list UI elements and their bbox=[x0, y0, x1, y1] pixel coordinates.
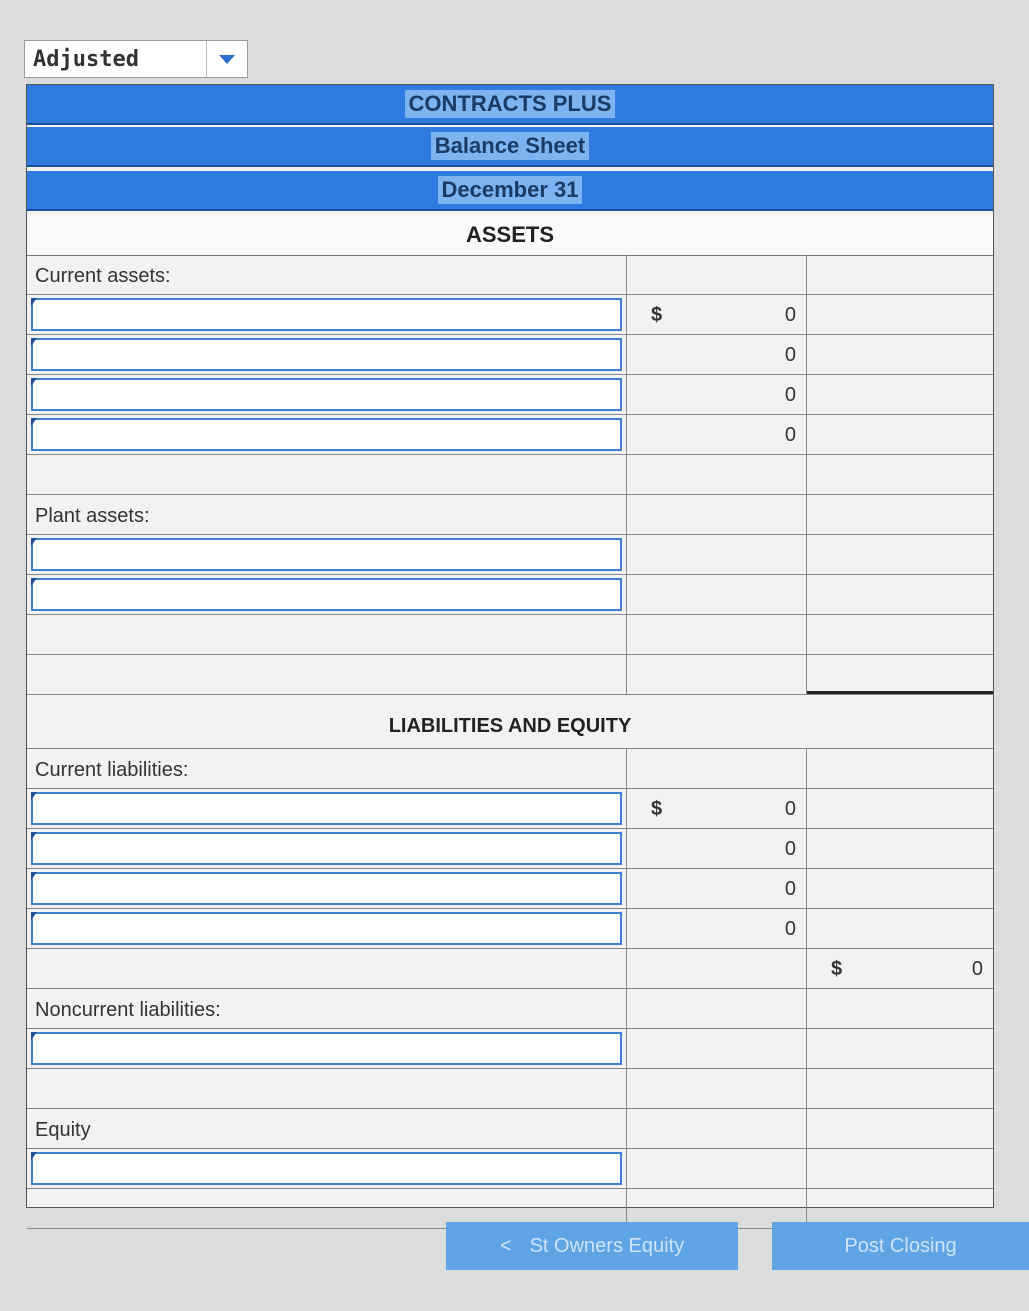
current-asset-amount-4[interactable]: 0 bbox=[784, 424, 796, 446]
plant-assets-subtotal-cell[interactable] bbox=[627, 615, 807, 654]
current-liability-account-input-1[interactable] bbox=[31, 792, 622, 825]
current-assets-total-cell[interactable] bbox=[807, 455, 993, 494]
equity-account-row-1 bbox=[27, 1149, 993, 1189]
noncurrent-liability-amount-1[interactable] bbox=[807, 1029, 993, 1068]
current-liability-amount-4[interactable]: 0 bbox=[784, 918, 796, 940]
next-button-label: Post Closing bbox=[844, 1234, 957, 1257]
plant-assets-row bbox=[27, 495, 993, 535]
current-assets-total-row bbox=[27, 455, 993, 495]
current-liabilities-row bbox=[27, 749, 993, 789]
dollar-sign: $ bbox=[651, 304, 663, 326]
current-assets-label: Current assets: bbox=[35, 265, 171, 287]
current-liability-row-1 bbox=[27, 789, 993, 829]
current-assets-row bbox=[27, 255, 993, 295]
noncurrent-liabilities-label: Noncurrent liabilities: bbox=[35, 999, 221, 1021]
current-asset-account-input-3[interactable] bbox=[31, 378, 622, 411]
noncurrent-liability-row-1 bbox=[27, 1029, 993, 1069]
plant-asset-amount-1[interactable] bbox=[627, 535, 807, 574]
plant-asset-amount-2[interactable] bbox=[627, 575, 807, 614]
current-liability-account-input-4[interactable] bbox=[31, 912, 622, 945]
total-dollar-sign: $ bbox=[831, 958, 843, 980]
dollar-sign: $ bbox=[651, 798, 663, 820]
total-assets-row bbox=[27, 655, 993, 695]
current-liability-row-2 bbox=[27, 829, 993, 869]
noncurrent-liabilities-row bbox=[27, 989, 993, 1029]
current-asset-row-4 bbox=[27, 415, 993, 455]
statement-type-dropdown[interactable] bbox=[24, 40, 248, 78]
statement-date: December 31 bbox=[438, 176, 583, 204]
liabilities-equity-heading: LIABILITIES AND EQUITY bbox=[27, 705, 993, 749]
plant-assets-subtotal-row bbox=[27, 615, 993, 655]
total-liabilities-row bbox=[27, 1069, 993, 1109]
noncurrent-liability-account-input-1[interactable] bbox=[31, 1032, 622, 1065]
plant-asset-account-input-1[interactable] bbox=[31, 538, 622, 571]
current-asset-row-2 bbox=[27, 335, 993, 375]
current-liability-row-3 bbox=[27, 869, 993, 909]
balance-sheet bbox=[26, 84, 994, 1208]
current-liabilities-total-row bbox=[27, 949, 993, 989]
current-asset-amount-2[interactable]: 0 bbox=[784, 344, 796, 366]
current-asset-account-input-2[interactable] bbox=[31, 338, 622, 371]
prev-st-owners-equity-button[interactable] bbox=[446, 1222, 738, 1270]
company-name: CONTRACTS PLUS bbox=[405, 90, 616, 118]
current-liability-account-input-2[interactable] bbox=[31, 832, 622, 865]
current-liability-account-input-3[interactable] bbox=[31, 872, 622, 905]
chevron-down-icon[interactable] bbox=[206, 41, 247, 77]
chevron-left-icon: < bbox=[499, 1234, 512, 1257]
company-header bbox=[27, 85, 993, 125]
plant-assets-label: Plant assets: bbox=[35, 505, 150, 527]
assets-heading: ASSETS bbox=[27, 215, 993, 256]
current-liability-amount-1[interactable]: 0 bbox=[784, 798, 796, 820]
current-liabilities-total[interactable]: 0 bbox=[971, 958, 983, 980]
current-asset-account-input-4[interactable] bbox=[31, 418, 622, 451]
date-header bbox=[27, 171, 993, 211]
current-asset-row-3 bbox=[27, 375, 993, 415]
current-liability-amount-2[interactable]: 0 bbox=[784, 838, 796, 860]
plant-asset-row-1 bbox=[27, 535, 993, 575]
equity-label: Equity bbox=[35, 1119, 91, 1141]
equity-account-input-1[interactable] bbox=[31, 1152, 622, 1185]
equity-row bbox=[27, 1109, 993, 1149]
plant-asset-row-2 bbox=[27, 575, 993, 615]
total-assets-cell[interactable] bbox=[807, 655, 993, 694]
prev-button-label: St Owners Equity bbox=[529, 1234, 685, 1257]
current-assets-subtotal-cell[interactable] bbox=[627, 455, 807, 494]
statement-name: Balance Sheet bbox=[431, 132, 589, 160]
plant-asset-account-input-2[interactable] bbox=[31, 578, 622, 611]
plant-assets-total-cell[interactable] bbox=[807, 615, 993, 654]
dropdown-value: Adjusted bbox=[33, 46, 139, 72]
current-asset-row-1 bbox=[27, 295, 993, 335]
statement-header bbox=[27, 127, 993, 167]
current-liability-row-4 bbox=[27, 909, 993, 949]
current-liabilities-label: Current liabilities: bbox=[35, 759, 189, 781]
current-asset-amount-3[interactable]: 0 bbox=[784, 384, 796, 406]
next-post-closing-button[interactable] bbox=[772, 1222, 1029, 1270]
total-liabilities-cell[interactable] bbox=[807, 1069, 993, 1108]
current-asset-account-input-1[interactable] bbox=[31, 298, 622, 331]
current-liability-amount-3[interactable]: 0 bbox=[784, 878, 796, 900]
equity-amount-1[interactable] bbox=[807, 1149, 993, 1188]
current-asset-amount-1[interactable]: 0 bbox=[784, 304, 796, 326]
